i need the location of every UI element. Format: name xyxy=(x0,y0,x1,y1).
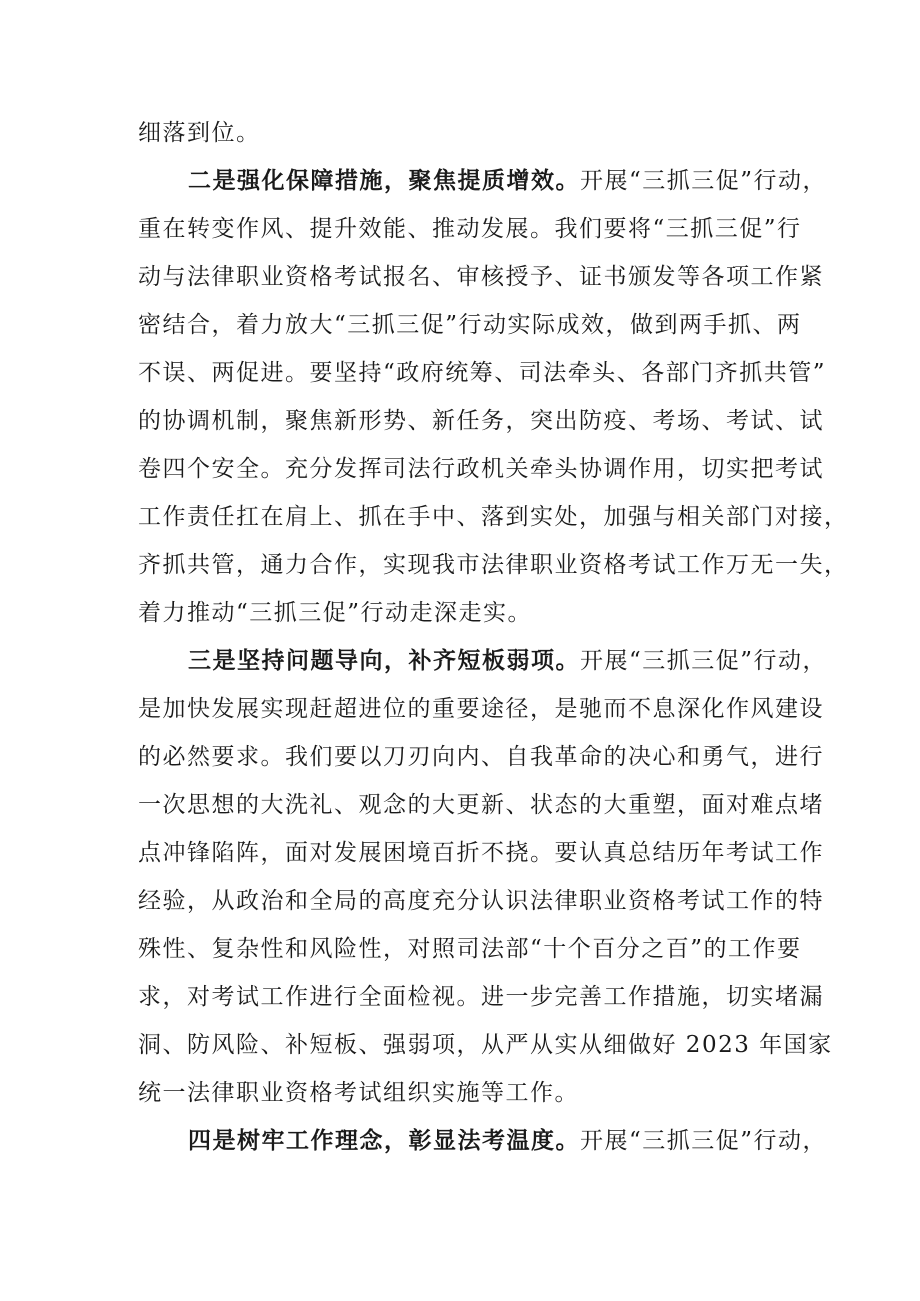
line-text: 开展“三抓三促”行动， xyxy=(580,168,828,194)
line-text: 开展“三抓三促”行动， xyxy=(580,1128,828,1154)
line-text: 重在转变作风、提升效能、推动发展。我们要将“三抓三促”行 xyxy=(138,216,802,242)
text-line xyxy=(138,977,824,1017)
text-line xyxy=(138,545,849,585)
line-text: 的必然要求。我们要以刀刃向内、自我革命的决心和勇气，进行 xyxy=(138,744,824,770)
line-text: 点冲锋陷阵，面对发展困境百折不挠。要认真总结历年考试工作 xyxy=(138,840,824,866)
paragraph-heading: 四是树牢工作理念，彰显法考温度。 xyxy=(188,1128,580,1154)
text-line xyxy=(138,737,824,777)
line-text: 密结合，着力放大“三抓三促”行动实际成效，做到两手抓、两 xyxy=(138,312,802,338)
line-text: 洞、防风险、补短板、强弱项，从严从实从细做好 2023 年国家 xyxy=(138,1032,833,1058)
paragraph-heading: 三是坚持问题导向，补齐短板弱项。 xyxy=(188,648,580,674)
line-text: 殊性、复杂性和风险性，对照司法部“十个百分之百”的工作要 xyxy=(138,936,802,962)
text-line xyxy=(138,257,824,297)
line-text: 细落到位。 xyxy=(138,120,261,146)
text-line xyxy=(138,689,824,729)
text-line xyxy=(138,497,849,537)
text-line xyxy=(138,353,827,393)
paragraph-heading-line xyxy=(188,161,828,201)
text-line xyxy=(138,305,802,345)
text-line xyxy=(138,209,802,249)
line-text: 的协调机制，聚焦新形势、新任务，突出防疫、考场、考试、试 xyxy=(138,408,824,434)
text-line xyxy=(138,785,824,825)
text-line xyxy=(138,449,824,489)
text-line xyxy=(138,929,802,969)
line-text: 是加快发展实现赶超进位的重要途径，是驰而不息深化作风建设 xyxy=(138,696,824,722)
paragraph-heading-line xyxy=(188,641,828,681)
line-text: 开展“三抓三促”行动， xyxy=(580,648,828,674)
line-text: 齐抓共管，通力合作，实现我市法律职业资格考试工作万无一失， xyxy=(138,552,849,578)
text-line xyxy=(138,593,786,633)
text-line xyxy=(138,881,824,921)
line-text: 卷四个安全。充分发挥司法行政机关牵头协调作用，切实把考试 xyxy=(138,456,824,482)
text-line xyxy=(138,1025,833,1065)
text-line xyxy=(138,401,824,441)
line-text: 统一法律职业资格考试组织实施等工作。 xyxy=(138,1080,579,1106)
text-line xyxy=(138,113,786,153)
line-text: 工作责任扛在肩上、抓在手中、落到实处，加强与相关部门对接， xyxy=(138,504,849,530)
line-text: 一次思想的大洗礼、观念的大更新、状态的大重塑，面对难点堵 xyxy=(138,792,824,818)
paragraph-heading: 二是强化保障措施，聚焦提质增效。 xyxy=(188,168,580,194)
line-text: 经验，从政治和全局的高度充分认识法律职业资格考试工作的特 xyxy=(138,888,824,914)
line-text: 动与法律职业资格考试报名、审核授予、证书颁发等各项工作紧 xyxy=(138,264,824,290)
line-text: 着力推动“三抓三促”行动走深走实。 xyxy=(138,600,533,626)
text-line xyxy=(138,833,824,873)
line-text: 不误、两促进。要坚持“政府统筹、司法牵头、各部门齐抓共管” xyxy=(138,360,827,386)
line-text: 求，对考试工作进行全面检视。进一步完善工作措施，切实堵漏 xyxy=(138,984,824,1010)
paragraph-heading-line xyxy=(188,1121,828,1161)
text-line xyxy=(138,1073,786,1113)
